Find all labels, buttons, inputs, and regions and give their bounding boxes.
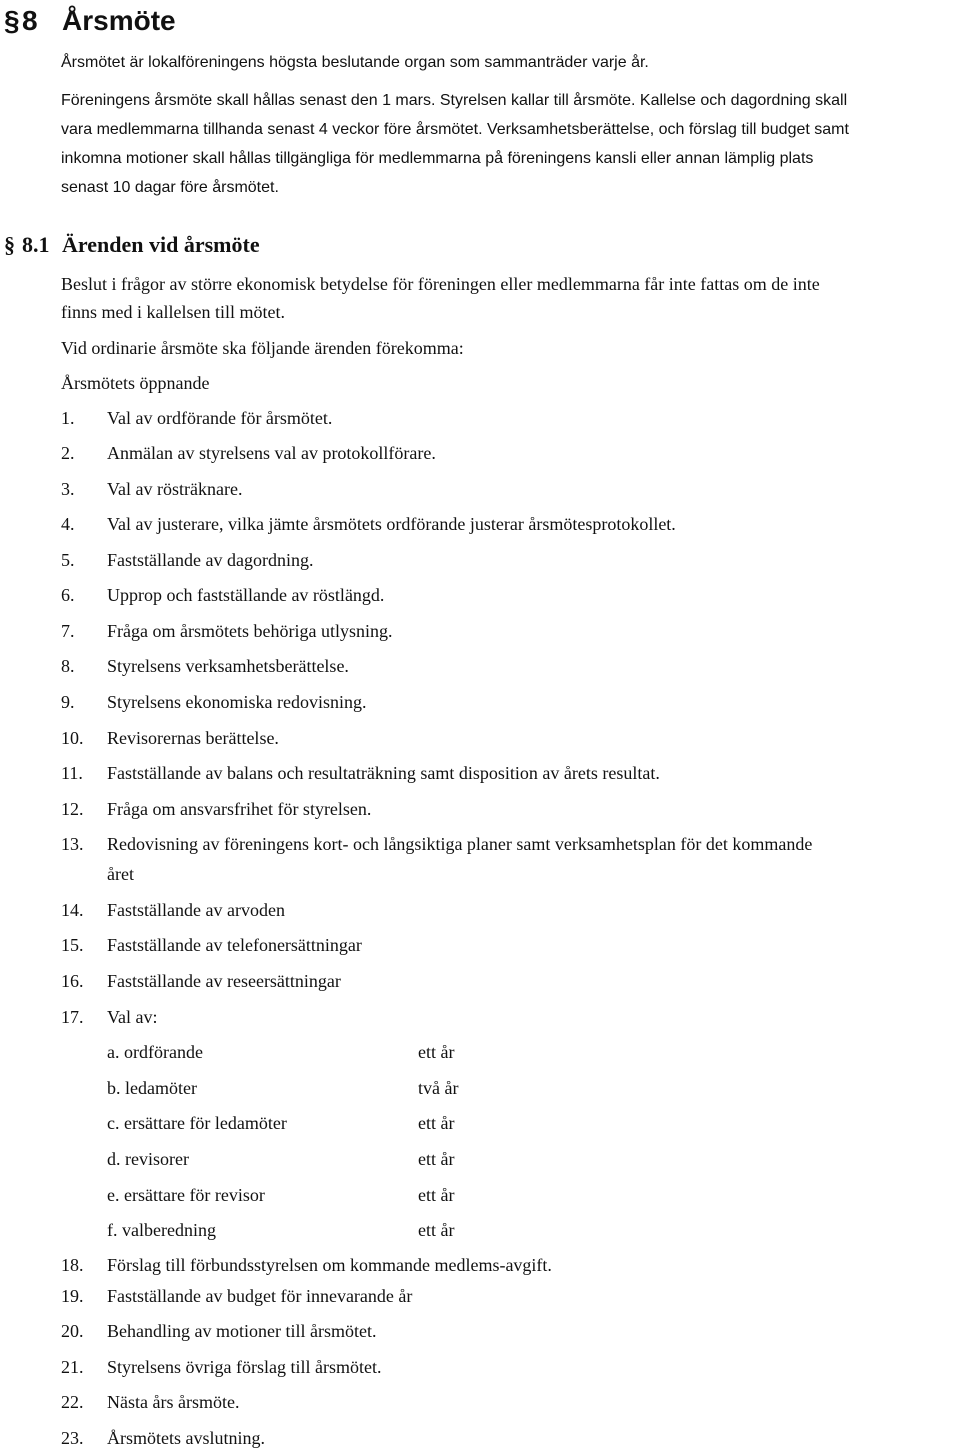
list-item: Upprop och fastställande av röstlängd. (107, 585, 385, 605)
section-title: Årsmöte (62, 5, 176, 36)
election-role: d. revisorer (107, 1149, 189, 1169)
list-number: 4. (61, 514, 75, 534)
list-item: Förslag till förbundsstyrelsen om kommande medlems-avgift. (107, 1255, 552, 1275)
list-number: 5. (61, 550, 75, 570)
election-term: ett år (418, 1042, 455, 1062)
list-item: Styrelsens ekonomiska redovisning. (107, 692, 367, 712)
list-number: 21. (61, 1357, 84, 1377)
list-number: 1. (61, 408, 75, 428)
paragraph-line: Beslut i frågor av större ekonomisk betydelse för föreningen eller medlemmarna får inte fattas om de inte (61, 274, 820, 294)
list-item: Fastställande av telefonersättningar (107, 935, 362, 955)
list-number: 10. (61, 728, 84, 748)
election-term: ett år (418, 1113, 455, 1133)
paragraph-line: Årsmötets öppnande (61, 373, 210, 393)
paragraph-line: senast 10 dagar före årsmötet. (61, 179, 279, 196)
list-number: 3. (61, 479, 75, 499)
election-role: f. valberedning (107, 1220, 216, 1240)
list-item: Val av ordförande för årsmötet. (107, 408, 333, 428)
list-number: 7. (61, 621, 75, 641)
election-role: c. ersättare för ledamöter (107, 1113, 287, 1133)
list-number: 23. (61, 1428, 84, 1448)
election-role: e. ersättare för revisor (107, 1185, 265, 1205)
list-item: Redovisning av föreningens kort- och långsiktiga planer samt verksamhetsplan för det kommande (107, 834, 813, 854)
paragraph-line: finns med i kallelsen till mötet. (61, 302, 285, 322)
list-item: Val av rösträknare. (107, 479, 243, 499)
paragraph-line: Föreningens årsmöte skall hållas senast den 1 mars. Styrelsen kallar till årsmöte. Kallelse och dagordning skall (61, 92, 848, 109)
list-number: 11. (61, 763, 83, 783)
election-role: a. ordförande (107, 1042, 203, 1062)
list-item: Fråga om årsmötets behöriga utlysning. (107, 621, 393, 641)
list-number: 18. (61, 1255, 84, 1275)
list-number: 13. (61, 834, 84, 854)
paragraph-line: vara medlemmarna tillhanda senast 4 veckor före årsmötet. Verksamhetsberättelse, och förslag till budget samt (61, 121, 849, 138)
list-item: Val av justerare, vilka jämte årsmötets ordförande justerar årsmötesprotokollet. (107, 514, 676, 534)
election-term: två år (418, 1078, 459, 1098)
paragraph-line: Vid ordinarie årsmöte ska följande ärenden förekomma: (61, 338, 464, 358)
list-number: 2. (61, 443, 75, 463)
list-item: Revisorernas berättelse. (107, 728, 279, 748)
subsection-number: 8.1 (22, 232, 50, 257)
election-term: ett år (418, 1220, 455, 1240)
list-item: Styrelsens verksamhetsberättelse. (107, 656, 349, 676)
list-item: Val av: (107, 1007, 158, 1027)
list-item: Fastställande av balans och resultaträkning samt disposition av årets resultat. (107, 763, 660, 783)
list-number: 6. (61, 585, 75, 605)
list-number: 20. (61, 1321, 84, 1341)
subsection-symbol: § (4, 232, 15, 257)
paragraph-line: Årsmötet är lokalföreningens högsta beslutande organ som sammanträder varje år. (61, 54, 649, 71)
list-number: 9. (61, 692, 75, 712)
list-item: Fastställande av budget för innevarande år (107, 1286, 413, 1306)
list-item: Fastställande av reseersättningar (107, 971, 341, 991)
list-number: 15. (61, 935, 84, 955)
list-item: Behandling av motioner till årsmötet. (107, 1321, 377, 1341)
list-item: Fråga om ansvarsfrihet för styrelsen. (107, 799, 372, 819)
section-number: 8 (22, 5, 38, 36)
list-item: Anmälan av styrelsens val av protokollförare. (107, 443, 436, 463)
list-number: 8. (61, 656, 75, 676)
election-role: b. ledamöter (107, 1078, 197, 1098)
list-item: Styrelsens övriga förslag till årsmötet. (107, 1357, 382, 1377)
list-item: Årsmötets avslutning. (107, 1428, 265, 1448)
paragraph-line: inkomna motioner skall hållas tillgängliga för medlemmarna på föreningens kansli eller annan lämplig plats (61, 150, 814, 167)
list-item: Fastställande av arvoden (107, 900, 285, 920)
election-term: ett år (418, 1149, 455, 1169)
election-term: ett år (418, 1185, 455, 1205)
list-item-continuation: året (107, 864, 134, 884)
list-item: Fastställande av dagordning. (107, 550, 314, 570)
list-item: Nästa års årsmöte. (107, 1392, 240, 1412)
list-number: 12. (61, 799, 84, 819)
list-number: 14. (61, 900, 84, 920)
list-number: 22. (61, 1392, 84, 1412)
list-number: 16. (61, 971, 84, 991)
list-number: 19. (61, 1286, 84, 1306)
subsection-title: Ärenden vid årsmöte (62, 232, 260, 257)
list-number: 17. (61, 1007, 84, 1027)
section-symbol: § (4, 5, 20, 36)
